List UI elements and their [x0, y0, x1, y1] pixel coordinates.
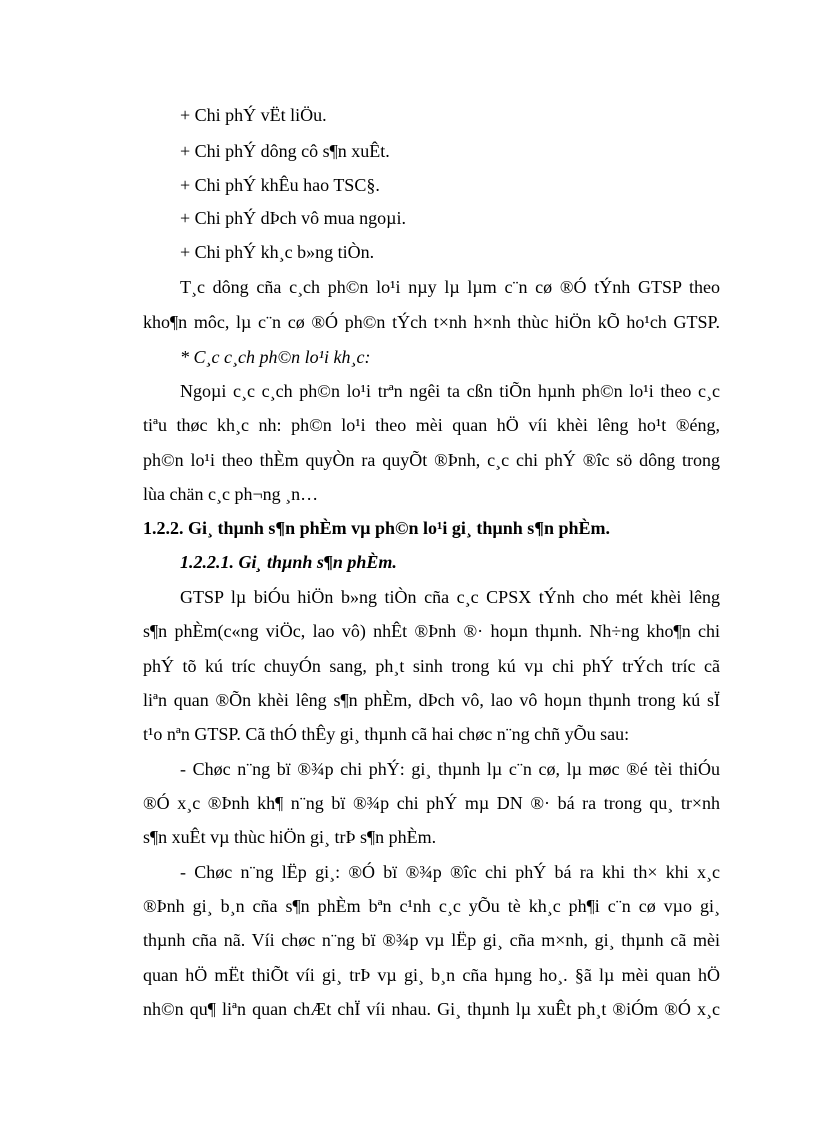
paragraph-line: ®Ó x¸c ®Þnh kh¶ n¨ng bï ®¾p chi phÝ mµ DN ®· bá ra trong qu¸ tr×nh [143, 793, 720, 813]
paragraph-line: Ngoµi c¸c c¸ch ph©n lo¹i trªn ngêi ta cßn tiÕn hµnh ph©n lo¹i theo c¸c [180, 381, 720, 401]
paragraph-line: s¶n phÈm(c«ng viÖc, lao vô) nhÊt ®Þnh ®· hoµn thµnh. Nh÷ng kho¶n chi [143, 621, 720, 641]
paragraph-line: liªn quan ®Õn khèi lêng s¶n phÈm, dÞch vô, lao vô hoµn thµnh trong kú sÏ [143, 690, 720, 710]
subsection-heading-1-2-2-1: 1.2.2.1. Gi¸ thµnh s¶n phÈm. [180, 552, 397, 572]
paragraph-line: tiªu thøc kh¸c nh: ph©n lo¹i theo mèi quan hÖ víi khèi lêng ho¹t ®éng, [143, 415, 720, 435]
bullet-tool-cost: + Chi phÝ dông cô s¶n xuÊt. [180, 141, 390, 161]
paragraph-line: phÝ tõ kú tríc chuyÓn sang, ph¸t sinh trong kú vµ chi phÝ trÝch tríc cã [143, 656, 720, 676]
paragraph-line: - Chøc n¨ng bï ®¾p chi phÝ: gi¸ thµnh lµ c¨n cø, lµ møc ®é tèi thiÓu [180, 759, 720, 779]
paragraph-line: quan hÖ mËt thiÕt víi gi¸ trÞ vµ gi¸ b¸n cña hµng ho¸. §ã lµ mèi quan hÖ [143, 965, 720, 985]
section-heading-1-2-2: 1.2.2. Gi¸ thµnh s¶n phÈm vµ ph©n lo¹i gi¸ thµnh s¶n phÈm. [143, 518, 611, 538]
paragraph-line: thµnh cña nã. Víi chøc n¨ng bï ®¾p vµ lËp gi¸ cña m×nh, gi¸ thµnh cã mèi [143, 930, 720, 950]
bullet-service-cost: + Chi phÝ dÞch vô mua ngoµi. [180, 208, 407, 228]
paragraph-line: ®Þnh gi¸ b¸n cña s¶n phÈm bªn c¹nh c¸c yÕu tè kh¸c ph¶i c¨n cø vµo gi¸ [143, 896, 720, 916]
paragraph-line: kho¶n môc, lµ c¨n cø ®Ó ph©n tÝch t×nh h×nh thùc hiÖn kÕ ho¹ch GTSP. [143, 312, 720, 332]
other-classifications-heading: * C¸c c¸ch ph©n lo¹i kh¸c: [180, 347, 371, 367]
paragraph-line: t¹o nªn GTSP. Cã thÓ thÊy gi¸ thµnh cã hai chøc n¨ng chñ yÕu sau: [143, 724, 630, 744]
paragraph-line: nh©n qu¶ liªn quan chÆt chÏ víi nhau. Gi¸ thµnh lµ xuÊt ph¸t ®iÓm ®Ó x¸c [143, 999, 720, 1019]
bullet-depreciation-cost: + Chi phÝ khÊu hao TSC§. [180, 175, 380, 195]
paragraph-line: GTSP lµ biÓu hiÖn b»ng tiÒn cña c¸c CPSX tÝnh cho mét khèi lêng [180, 587, 720, 607]
paragraph-line: ph©n lo¹i theo thÈm quyÒn ra quyÕt ®Þnh, c¸c chi phÝ ®îc sö dông trong [143, 450, 720, 470]
bullet-material-cost: + Chi phÝ vËt liÖu. [180, 105, 327, 125]
paragraph-line: lùa chän c¸c ph¬ng ¸n… [143, 484, 319, 504]
paragraph-line: - Chøc n¨ng lËp gi¸: ®Ó bï ®¾p ®îc chi phÝ bá ra khi th× khi x¸c [180, 862, 720, 882]
paragraph-line: s¶n xuÊt vµ thùc hiÖn gi¸ trÞ s¶n phÈm. [143, 827, 437, 847]
paragraph-line: T¸c dông cña c¸ch ph©n lo¹i nµy lµ lµm c¨n cø ®Ó tÝnh GTSP theo [180, 277, 720, 297]
bullet-other-cash-cost: + Chi phÝ kh¸c b»ng tiÒn. [180, 242, 375, 262]
